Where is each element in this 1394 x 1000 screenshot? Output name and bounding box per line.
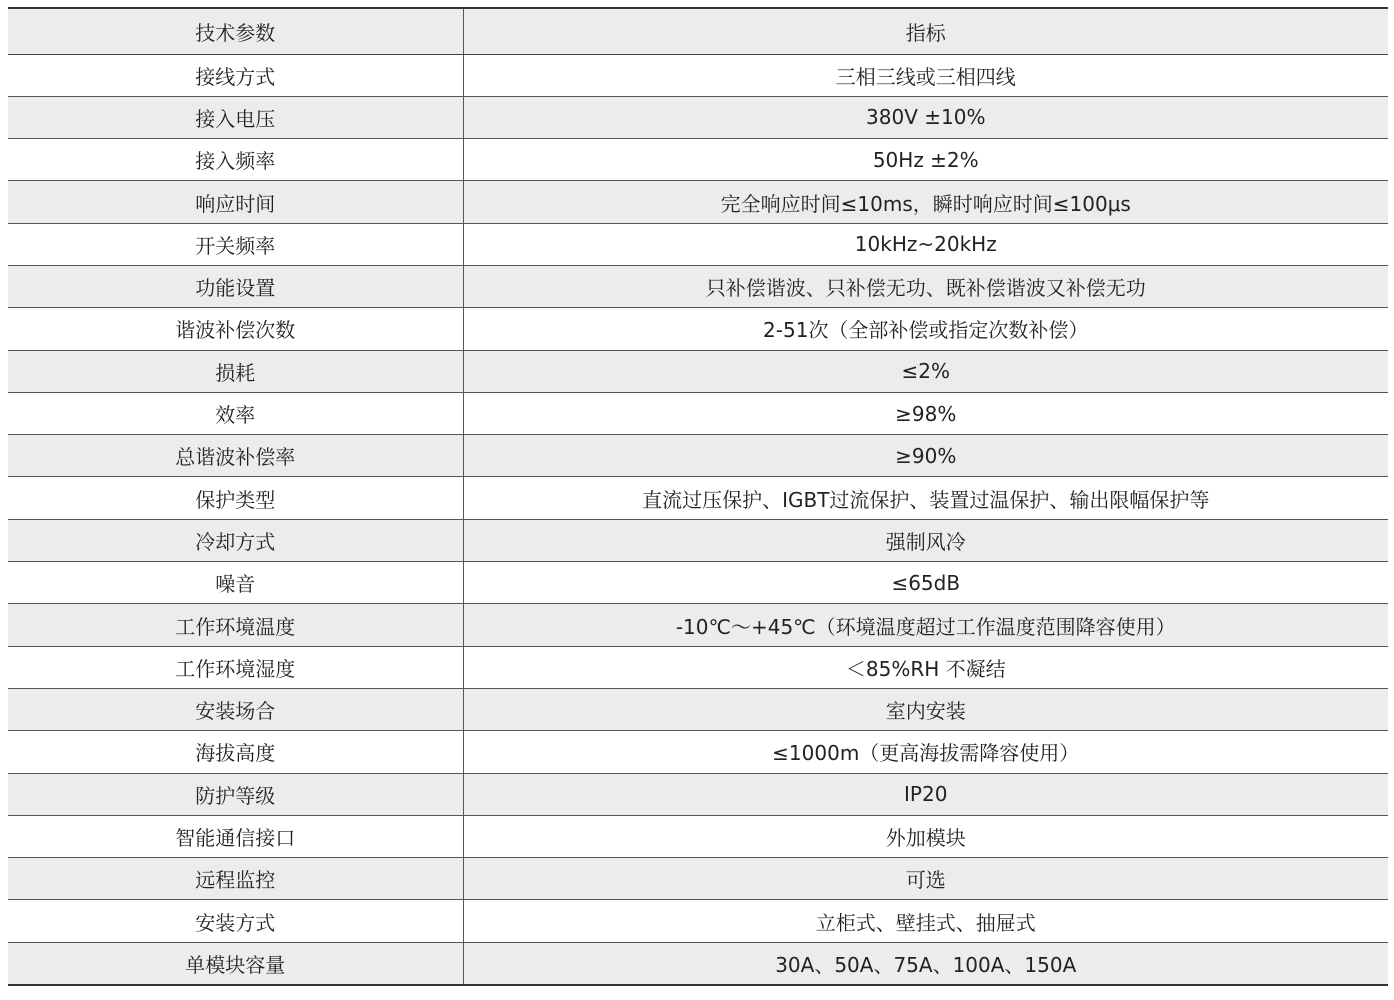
value-cell: ≤1000m（更高海拔需降容使用） — [463, 731, 1388, 773]
value-cell: 380V ±10% — [463, 96, 1388, 138]
table-row — [8, 900, 1388, 942]
param-cell: 噪音 — [8, 562, 463, 604]
spec-table-container — [8, 7, 1388, 986]
param-cell: 功能设置 — [8, 265, 463, 307]
table-header-row — [8, 8, 1388, 54]
value-cell: ≤2% — [463, 350, 1388, 392]
header-value: 指标 — [463, 8, 1388, 54]
table-row — [8, 688, 1388, 730]
value-cell: 30A、50A、75A、100A、150A — [463, 942, 1388, 984]
value-cell: ＜85%RH 不凝结 — [463, 646, 1388, 688]
value-cell: 只补偿谐波、只补偿无功、既补偿谐波又补偿无功 — [463, 265, 1388, 307]
param-cell: 接入电压 — [8, 96, 463, 138]
value-cell: 三相三线或三相四线 — [463, 54, 1388, 96]
value-cell: 室内安装 — [463, 688, 1388, 730]
table-row — [8, 181, 1388, 223]
param-cell: 谐波补偿次数 — [8, 308, 463, 350]
table-row — [8, 223, 1388, 265]
value-cell: 可选 — [463, 858, 1388, 900]
param-cell: 安装场合 — [8, 688, 463, 730]
table-row — [8, 562, 1388, 604]
table-row — [8, 731, 1388, 773]
spec-table — [8, 7, 1388, 986]
table-row — [8, 519, 1388, 561]
table-row — [8, 604, 1388, 646]
param-cell: 开关频率 — [8, 223, 463, 265]
param-cell: 效率 — [8, 392, 463, 434]
table-row — [8, 477, 1388, 519]
param-cell: 损耗 — [8, 350, 463, 392]
param-cell: 接入频率 — [8, 139, 463, 181]
value-cell: ≥90% — [463, 435, 1388, 477]
value-cell: 完全响应时间≤10ms，瞬时响应时间≤100μs — [463, 181, 1388, 223]
value-cell: 50Hz ±2% — [463, 139, 1388, 181]
param-cell: 保护类型 — [8, 477, 463, 519]
param-cell: 防护等级 — [8, 773, 463, 815]
table-row — [8, 265, 1388, 307]
table-row — [8, 308, 1388, 350]
value-cell: 强制风冷 — [463, 519, 1388, 561]
table-row — [8, 773, 1388, 815]
param-cell: 接线方式 — [8, 54, 463, 96]
param-cell: 工作环境温度 — [8, 604, 463, 646]
value-cell: 10kHz~20kHz — [463, 223, 1388, 265]
value-cell: -10℃～+45℃（环境温度超过工作温度范围降容使用） — [463, 604, 1388, 646]
table-row — [8, 858, 1388, 900]
param-cell: 单模块容量 — [8, 942, 463, 984]
header-param: 技术参数 — [8, 8, 463, 54]
value-cell: ≤65dB — [463, 562, 1388, 604]
value-cell: IP20 — [463, 773, 1388, 815]
table-row — [8, 646, 1388, 688]
param-cell: 工作环境湿度 — [8, 646, 463, 688]
param-cell: 智能通信接口 — [8, 815, 463, 857]
param-cell: 安装方式 — [8, 900, 463, 942]
value-cell: 2-51次（全部补偿或指定次数补偿） — [463, 308, 1388, 350]
param-cell: 响应时间 — [8, 181, 463, 223]
value-cell: 直流过压保护、IGBT过流保护、装置过温保护、输出限幅保护等 — [463, 477, 1388, 519]
table-row — [8, 815, 1388, 857]
table-row — [8, 392, 1388, 434]
table-row — [8, 435, 1388, 477]
value-cell: 立柜式、壁挂式、抽屉式 — [463, 900, 1388, 942]
param-cell: 远程监控 — [8, 858, 463, 900]
param-cell: 冷却方式 — [8, 519, 463, 561]
table-row — [8, 54, 1388, 96]
value-cell: 外加模块 — [463, 815, 1388, 857]
table-row — [8, 942, 1388, 984]
table-row — [8, 139, 1388, 181]
param-cell: 海拔高度 — [8, 731, 463, 773]
table-row — [8, 96, 1388, 138]
value-cell: ≥98% — [463, 392, 1388, 434]
param-cell: 总谐波补偿率 — [8, 435, 463, 477]
table-row — [8, 350, 1388, 392]
